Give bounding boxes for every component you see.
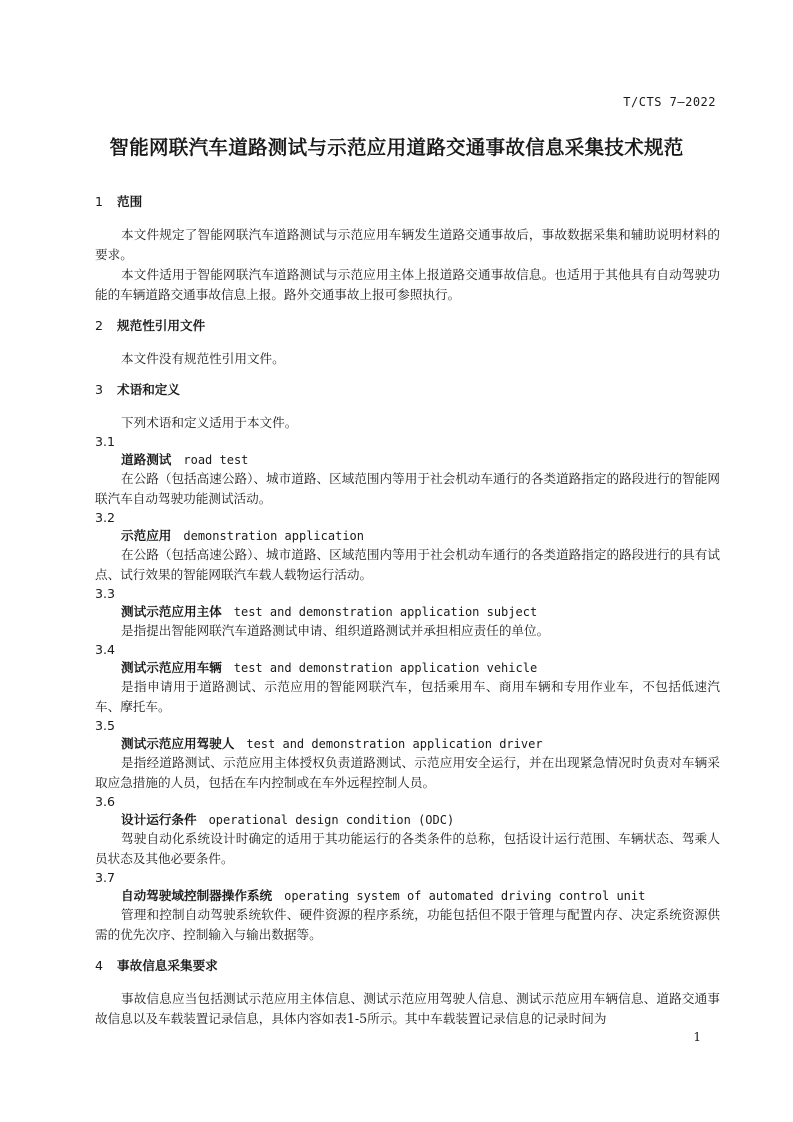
section-title: 范围 [117, 194, 143, 209]
term-name-zh: 测试示范应用车辆 [121, 660, 222, 675]
page-number: 1 [693, 1030, 701, 1044]
term-name [95, 451, 720, 469]
term-name-zh: 示范应用 [121, 528, 172, 543]
term-name-en: test and demonstration application vehicle [233, 661, 538, 675]
term-3-7 [95, 869, 720, 945]
term-definition: 是指申请用于道路测试、示范应用的智能网联汽车，包括乘用车、商用车辆和专用作业车，不包括低速汽车、摩托车。 [95, 679, 720, 714]
term-3-4 [95, 641, 720, 717]
term-name-en: test and demonstration application subject [233, 605, 538, 619]
section-number: 3 [95, 382, 104, 397]
section-heading-4 [95, 956, 720, 976]
term-name [95, 887, 720, 905]
term-3-6 [95, 793, 720, 869]
term-name-zh: 道路测试 [121, 452, 172, 467]
term-name-en: road test [183, 453, 249, 467]
section-title: 事故信息采集要求 [117, 958, 218, 973]
section-heading-2 [95, 316, 720, 336]
term-definition: 是指经道路测试、示范应用主体授权负责道路测试、示范应用安全运行，并在出现紧急情况时负责对车辆采取应急措施的人员，包括在车内控制或在车外远程控制人员。 [95, 755, 720, 790]
term-number: 3.4 [95, 642, 116, 657]
term-definition: 驾驶自动化系统设计时确定的适用于其功能运行的各类条件的总称，包括设计运行范围、车辆状态、驾乘人员状态及其他必要条件。 [95, 831, 720, 866]
document-body [95, 192, 720, 1029]
section-number: 4 [95, 958, 104, 973]
section-heading-1 [95, 192, 720, 212]
term-3-1 [95, 433, 720, 509]
section-title: 规范性引用文件 [117, 318, 206, 333]
term-number: 3.6 [95, 794, 116, 809]
term-name-en: test and demonstration application driver [246, 737, 543, 751]
term-name-zh: 设计运行条件 [121, 812, 197, 827]
term-3-2 [95, 509, 720, 585]
document-title: 智能网联汽车道路测试与示范应用道路交通事故信息采集技术规范 [109, 136, 684, 159]
paragraph: 本文件规定了智能网联汽车道路测试与示范应用车辆发生道路交通事故后，事故数据采集和辅助说明材料的要求。 [95, 227, 720, 262]
term-definition: 管理和控制自动驾驶系统软件、硬件资源的程序系统，功能包括但不限于管理与配置内存、决定系统资源供需的优先次序、控制输入与输出数据等。 [95, 907, 720, 942]
section-number: 2 [95, 318, 104, 333]
term-name [95, 659, 720, 677]
section-title: 术语和定义 [117, 382, 180, 397]
term-definition: 是指提出智能网联汽车道路测试申请、组织道路测试并承担相应责任的单位。 [121, 623, 550, 638]
section-number: 1 [95, 194, 104, 209]
section-heading-3 [95, 380, 720, 400]
term-name [95, 735, 720, 753]
term-name-en: demonstration application [183, 529, 364, 543]
paragraph: 本文件适用于智能网联汽车道路测试与示范应用主体上报道路交通事故信息。也适用于其他具有自动驾驶功能的车辆道路交通事故信息上报。路外交通事故上报可参照执行。 [95, 267, 720, 302]
term-3-3 [95, 585, 720, 641]
term-name-zh: 测试示范应用主体 [121, 604, 222, 619]
term-name [95, 811, 720, 829]
term-number: 3.7 [95, 870, 116, 885]
term-name [95, 527, 720, 545]
term-3-5 [95, 717, 720, 793]
paragraph: 事故信息应当包括测试示范应用主体信息、测试示范应用驾驶人信息、测试示范应用车辆信息、道路交通事故信息以及车载装置记录信息，具体内容如表1-5所示。其中车载装置记录信息的记录时间为 [95, 991, 720, 1026]
paragraph: 下列术语和定义适用于本文件。 [121, 415, 298, 430]
term-number: 3.1 [95, 434, 116, 449]
term-name-en: operating system of automated driving control unit [284, 889, 646, 903]
term-name-en: operational design condition (ODC) [208, 813, 455, 827]
document-code: T/CTS 7—2022 [623, 95, 716, 109]
term-definition: 在公路（包括高速公路）、城市道路、区域范围内等用于社会机动车通行的各类道路指定的路段进行的具有试点、试行效果的智能网联汽车载人载物运行活动。 [95, 547, 720, 582]
term-definition: 在公路（包括高速公路）、城市道路、区域范围内等用于社会机动车通行的各类道路指定的路段进行的智能网联汽车自动驾驶功能测试活动。 [95, 471, 720, 506]
term-number: 3.3 [95, 586, 116, 601]
term-number: 3.5 [95, 718, 116, 733]
term-number: 3.2 [95, 510, 116, 525]
paragraph: 本文件没有规范性引用文件。 [121, 351, 285, 366]
term-name [95, 603, 720, 621]
term-name-zh: 测试示范应用驾驶人 [121, 736, 235, 751]
term-name-zh: 自动驾驶域控制器操作系统 [121, 888, 273, 903]
